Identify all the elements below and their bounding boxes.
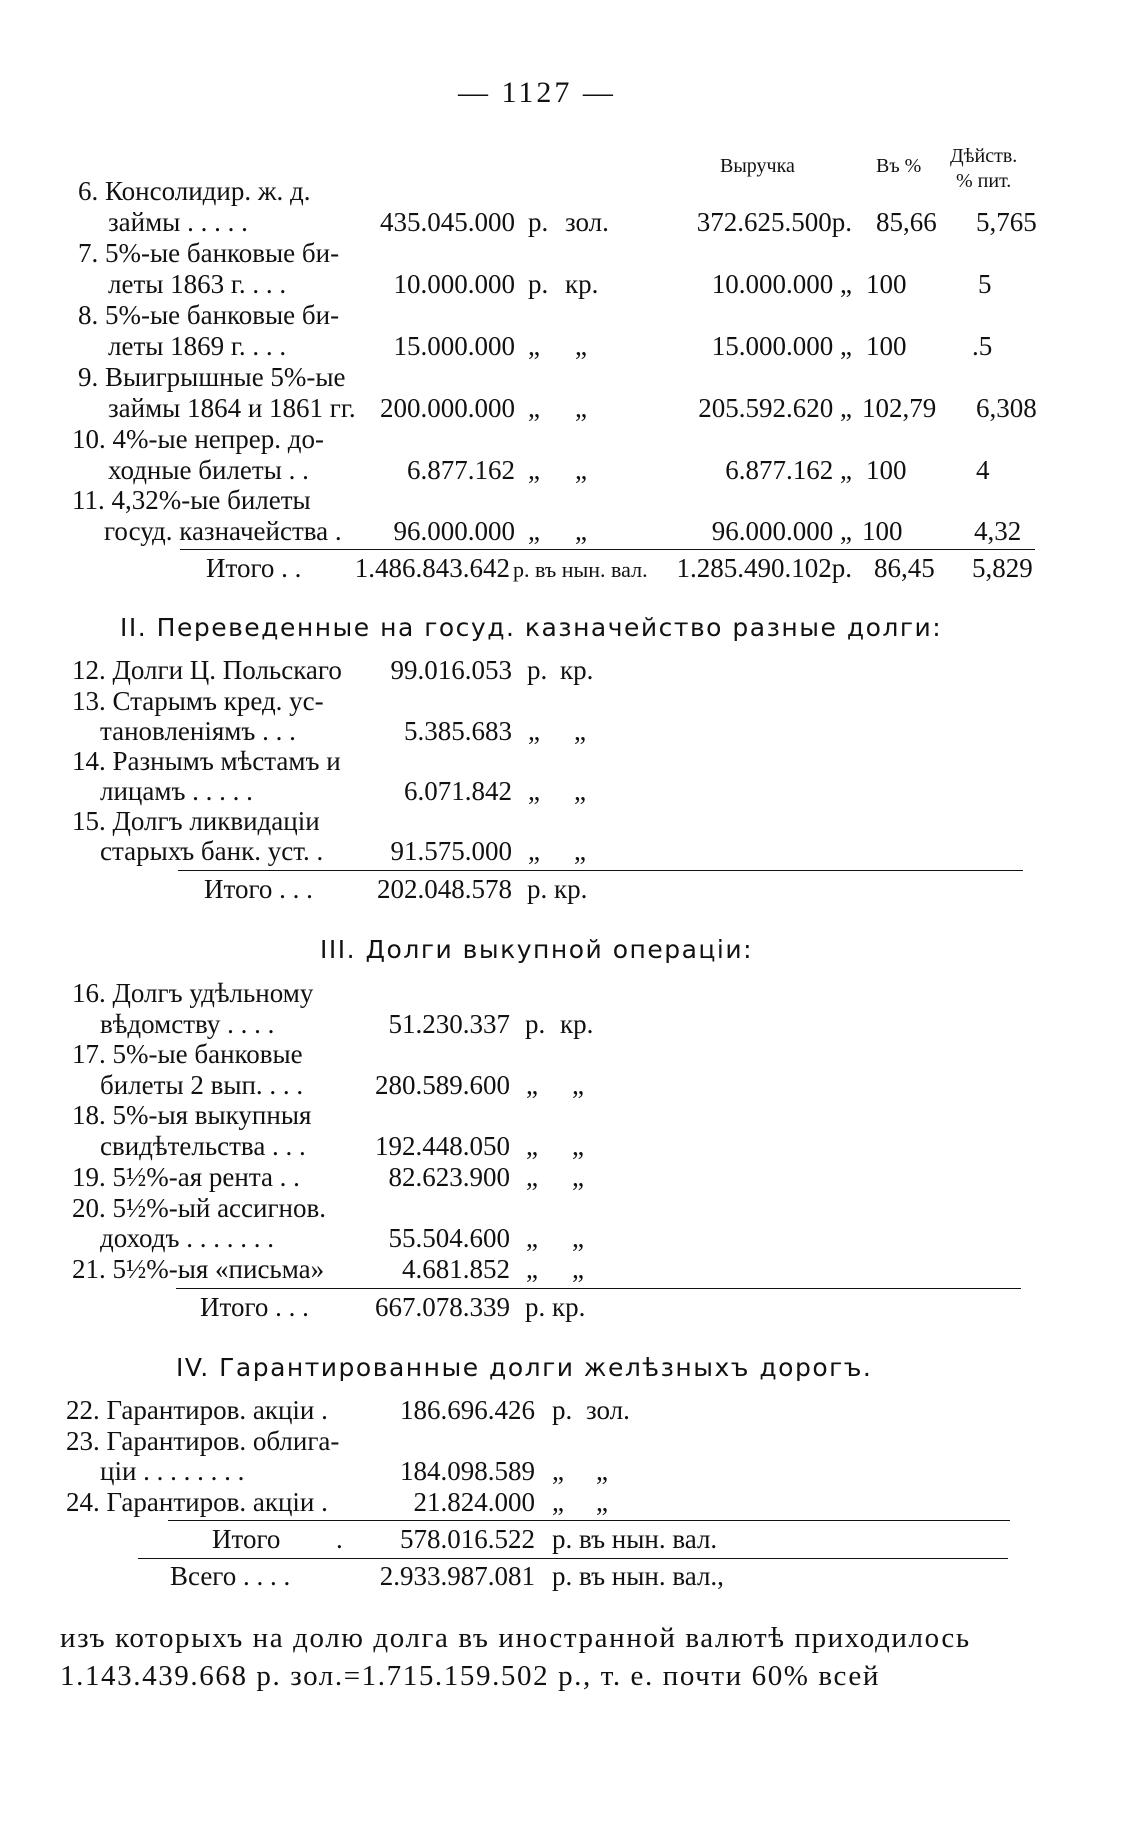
row-percent: 102,79: [862, 393, 937, 423]
row-currency: р.: [525, 1009, 546, 1039]
total-amount: 202.048.578: [377, 874, 512, 904]
row-currency-type: „: [572, 1162, 584, 1192]
header-effective-2: % пит.: [956, 170, 1012, 192]
total-label: Итого . .: [206, 553, 302, 583]
row-title: 15. Долгъ ликвидаціи: [72, 806, 320, 836]
row-currency-type: „: [575, 331, 587, 361]
total-label: Итого: [212, 1524, 281, 1554]
row-amount: 5.385.683: [404, 716, 512, 746]
row-title-cont: лицамъ . . . . .: [100, 776, 253, 806]
total-amount: 578.016.522: [400, 1524, 535, 1554]
row-title: 21. 5½%-ыя «письма»: [72, 1254, 325, 1284]
total-percent: 86,45: [874, 553, 935, 583]
row-currency-type: „: [572, 1131, 584, 1161]
row-effective: 5: [978, 269, 992, 299]
row-amount: 280.589.600: [375, 1070, 510, 1100]
grand-total-label: Всего . . . .: [170, 1561, 291, 1591]
row-amount: 82.623.900: [388, 1162, 510, 1192]
divider: [178, 870, 1023, 871]
row-currency: „: [528, 455, 540, 485]
row-title-cont: займы 1864 и 1861 гг.: [108, 393, 356, 423]
row-percent: 100: [862, 516, 903, 546]
total-label: Итого . . .: [200, 1292, 309, 1322]
page-number: — 1127 —: [458, 76, 616, 109]
divider: [168, 1520, 1010, 1521]
row-title: 13. Старымъ кред. ус-: [72, 686, 324, 716]
row-currency: „: [526, 1162, 538, 1192]
row-proceeds: 15.000.000 „: [711, 331, 852, 361]
total-currency: р. въ нын. вал.: [552, 1524, 718, 1554]
row-title: 14. Разнымъ мѣстамъ и: [72, 746, 341, 776]
row-currency-type: „: [596, 1456, 608, 1486]
row-title: 23. Гарантиров. облига-: [66, 1426, 340, 1456]
section-title: III. Долги выкупной операціи:: [320, 935, 754, 964]
row-amount: 6.071.842: [404, 776, 512, 806]
divider: [138, 1558, 1008, 1559]
row-proceeds: 10.000.000 „: [711, 269, 852, 299]
row-currency-type: кр.: [560, 655, 594, 685]
row-percent: 85,66: [876, 207, 937, 237]
row-currency: „: [528, 836, 540, 866]
row-currency: „: [526, 1131, 538, 1161]
row-title: 17. 5%-ые банковые: [72, 1039, 303, 1069]
row-currency-type: „: [572, 1254, 584, 1284]
header-effective: Дѣйств.: [950, 145, 1018, 167]
row-currency: р.: [527, 655, 548, 685]
row-currency-type: „: [574, 776, 586, 806]
row-title-cont: свидѣтельства . . .: [100, 1131, 306, 1161]
row-amount: 51.230.337: [388, 1009, 510, 1039]
section-title: II. Переведенные на госуд. казначейство разные долги:: [120, 613, 943, 642]
row-title: 10. 4%-ые непрер. до-: [72, 424, 324, 454]
row-title: 16. Долгъ удѣльному: [72, 978, 314, 1008]
row-effective: 6,308: [976, 393, 1037, 423]
row-currency-type: кр.: [565, 269, 599, 299]
row-title: 24. Гарантиров. акціи .: [66, 1487, 328, 1517]
paragraph-line-2: 1.143.439.668 р. зол.=1.715.159.502 р., т. е. почти 60% всей: [60, 1660, 880, 1692]
row-amount: 15.000.000: [393, 331, 515, 361]
row-title: 6. Консолидир. ж. д.: [78, 176, 311, 206]
total-currency: р. кр.: [527, 874, 588, 904]
row-percent: 100: [866, 331, 907, 361]
row-currency: „: [552, 1487, 564, 1517]
total-proceeds: 1.285.490.102р.: [676, 553, 852, 583]
row-title: 19. 5½%-ая рента . .: [72, 1162, 300, 1192]
row-effective: 5,765: [976, 207, 1037, 237]
total-currency: р. въ нын. вал.: [513, 557, 648, 582]
row-title: 12. Долги Ц. Польскаго: [72, 655, 342, 685]
paragraph-line-1: изъ которыхъ на долю долга въ иностранной валютѣ приходилось: [60, 1622, 971, 1654]
row-amount: 186.696.426: [400, 1395, 535, 1425]
row-currency-type: зол.: [586, 1395, 630, 1425]
row-title-cont: ходные билеты . .: [108, 455, 309, 485]
row-amount: 6.877.162: [407, 455, 515, 485]
header-proceeds: Выручка: [720, 155, 795, 177]
row-title-cont: доходъ . . . . . . .: [100, 1223, 274, 1253]
row-currency: р.: [528, 207, 549, 237]
row-title: 20. 5½%-ый ассигнов.: [72, 1193, 326, 1223]
row-title: 9. Выигрышные 5%-ые: [78, 362, 346, 392]
row-amount: 435.045.000: [380, 207, 515, 237]
total-dot: .: [336, 1524, 343, 1554]
row-currency-type: „: [572, 1223, 584, 1253]
row-title: 11. 4,32%-ые билеты: [72, 485, 311, 515]
total-amount: 667.078.339: [375, 1292, 510, 1322]
row-effective: 4: [976, 455, 990, 485]
row-proceeds: 96.000.000 „: [711, 516, 852, 546]
row-proceeds: 6.877.162 „: [725, 455, 852, 485]
row-amount: 55.504.600: [388, 1223, 510, 1253]
header-percent: Въ %: [876, 155, 922, 177]
total-effective: 5,829: [972, 553, 1033, 583]
row-currency: „: [528, 516, 540, 546]
row-title-cont: вѣдомству . . . .: [100, 1009, 275, 1039]
row-currency: р.: [528, 269, 549, 299]
row-currency: „: [528, 716, 540, 746]
row-currency-type: „: [572, 1070, 584, 1100]
grand-total-currency: р. въ нын. вал.,: [552, 1561, 724, 1591]
row-title-cont: леты 1863 г. . . .: [108, 269, 287, 299]
row-proceeds: 205.592.620 „: [698, 393, 852, 423]
row-currency: „: [552, 1456, 564, 1486]
row-title: 7. 5%-ые банковые би-: [78, 238, 340, 268]
row-currency: „: [526, 1070, 538, 1100]
row-currency-type: кр.: [560, 1009, 594, 1039]
row-currency-type: „: [575, 516, 587, 546]
row-amount: 91.575.000: [390, 836, 512, 866]
row-title-cont: старыхъ банк. уст. .: [100, 836, 324, 866]
divider: [176, 1288, 1021, 1289]
row-title-cont: госуд. казначейства .: [104, 516, 342, 546]
row-amount: 96.000.000: [393, 516, 515, 546]
row-title: 8. 5%-ые банковые би-: [78, 300, 340, 330]
row-currency: р.: [552, 1395, 573, 1425]
row-currency-type: „: [574, 716, 586, 746]
row-currency-type: „: [596, 1487, 608, 1517]
row-title-cont: леты 1869 г. . . .: [108, 331, 287, 361]
row-currency: „: [526, 1254, 538, 1284]
row-title-cont: тановленіямъ . . .: [100, 716, 296, 746]
row-currency: „: [528, 776, 540, 806]
row-currency-type: зол.: [565, 207, 609, 237]
row-amount: 99.016.053: [390, 655, 512, 685]
grand-total-amount: 2.933.987.081: [379, 1561, 535, 1591]
row-title-cont: ціи . . . . . . . .: [100, 1456, 245, 1486]
row-amount: 184.098.589: [400, 1456, 535, 1486]
row-title: 22. Гарантиров. акціи .: [66, 1395, 328, 1425]
row-amount: 21.824.000: [413, 1487, 535, 1517]
row-title-cont: займы . . . . .: [108, 207, 248, 237]
row-amount: 10.000.000: [393, 269, 515, 299]
row-title: 18. 5%-ыя выкупныя: [72, 1100, 312, 1130]
row-currency-type: „: [575, 455, 587, 485]
section-title: IV. Гарантированные долги желѣзныхъ дорогъ.: [176, 1353, 873, 1382]
row-currency: „: [526, 1223, 538, 1253]
row-currency-type: „: [574, 836, 586, 866]
row-proceeds: 372.625.500р.: [696, 207, 852, 237]
row-amount: 4.681.852: [402, 1254, 510, 1284]
row-currency: „: [528, 393, 540, 423]
row-percent: 100: [866, 455, 907, 485]
row-percent: 100: [866, 269, 907, 299]
total-label: Итого . . .: [204, 874, 313, 904]
row-effective: 4,32: [974, 516, 1022, 546]
divider: [180, 549, 1035, 550]
row-amount: 192.448.050: [375, 1131, 510, 1161]
total-amount: 1.486.843.642: [354, 553, 510, 583]
row-amount: 200.000.000: [380, 393, 515, 423]
row-title-cont: билеты 2 вып. . . .: [100, 1070, 304, 1100]
row-currency-type: „: [575, 393, 587, 423]
row-currency: „: [528, 331, 540, 361]
total-currency: р. кр.: [525, 1292, 586, 1322]
row-effective: .5: [972, 331, 993, 361]
